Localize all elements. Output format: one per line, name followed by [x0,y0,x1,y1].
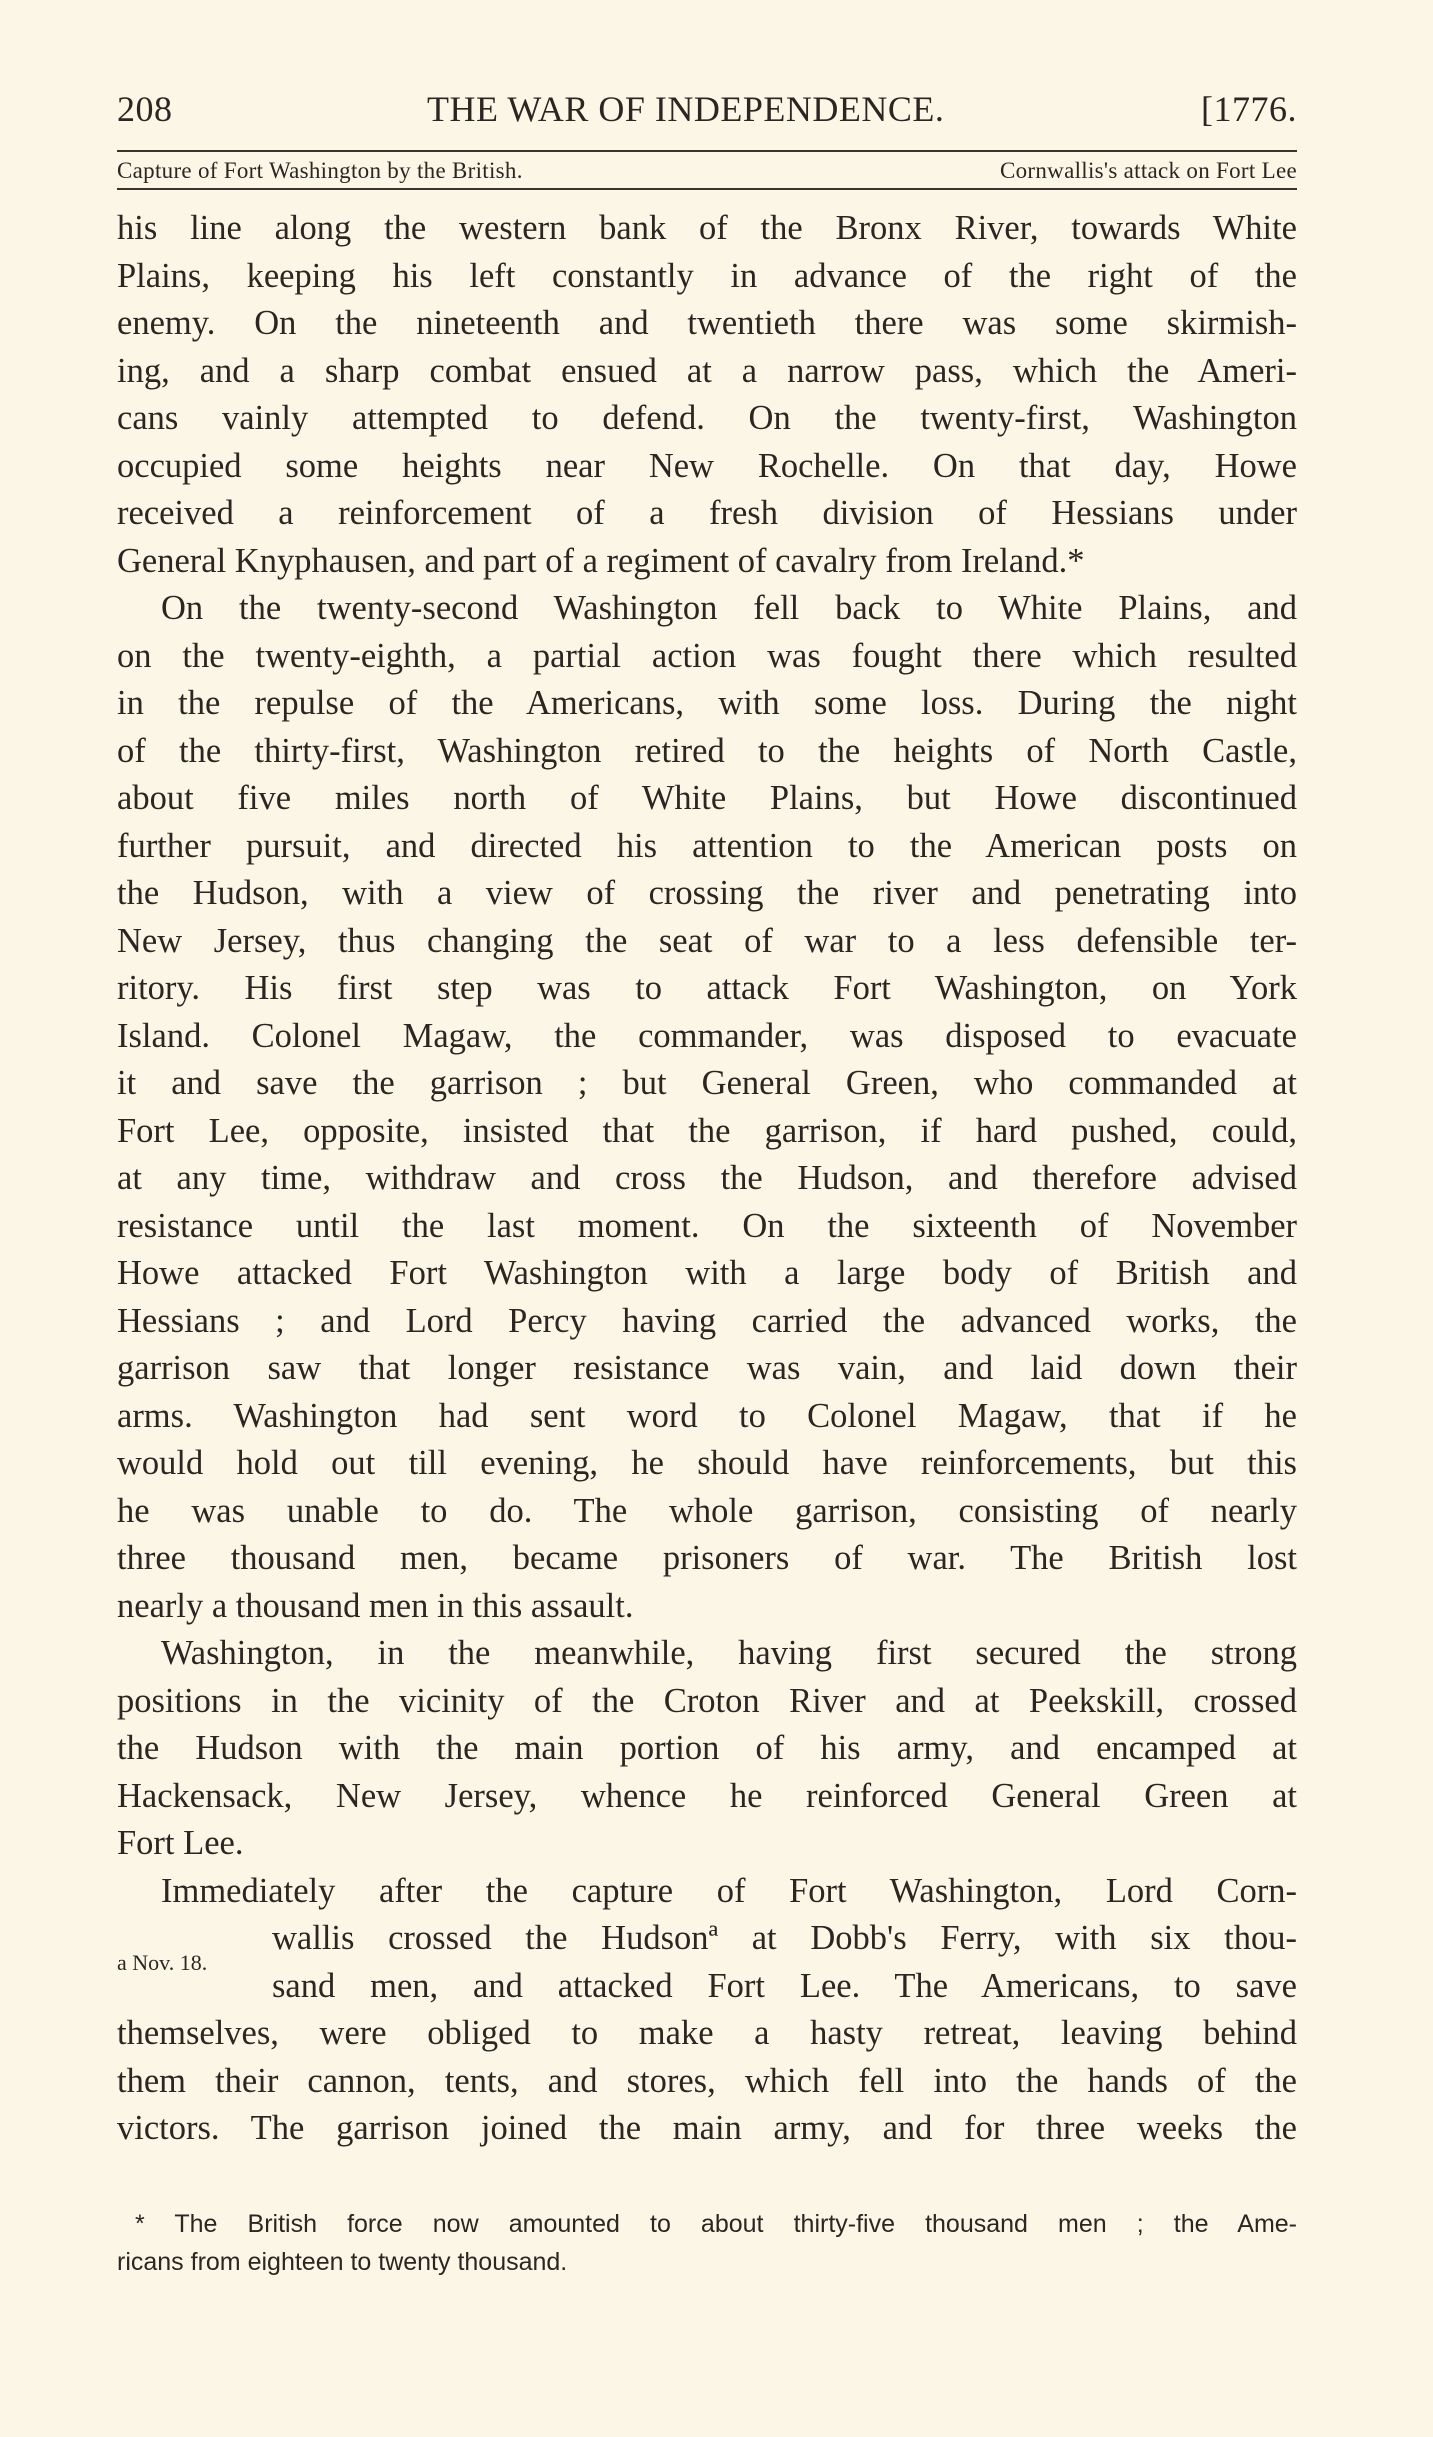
year-marker: [1776. [1201,89,1297,129]
text-line: New Jersey, thus changing the seat of war to a less defensible ter- [117,921,1297,960]
text-line: Hackensack, New Jersey, whence he reinforced General Green at [117,1776,1297,1815]
text-line: in the repulse of the Americans, with some loss. During the night [117,684,1297,722]
text-line: sand men, and attacked Fort Lee. The Americans, to save [272,1966,1297,2005]
chapter-title: THE WAR OF INDEPENDENCE. [427,89,945,129]
subheader-left: Capture of Fort Washington by the British. [117,158,523,183]
text-line: arms. Washington had sent word to Colonel Magaw, that if he [117,1396,1297,1435]
text-line: about five miles north of White Plains, but Howe discontinued [117,779,1297,817]
text-line: themselves, were obliged to make a hasty retreat, leaving behind [117,2014,1297,2052]
text-line: resistance until the last moment. On the sixteenth of November [117,1206,1297,1245]
text-line: at any time, withdraw and cross the Hudson, and therefore advised [117,1159,1297,1197]
footnote [117,2205,1297,2281]
text-line: occupied some heights near New Rochelle. On that day, Howe [117,446,1297,485]
text-line: Hessians ; and Lord Percy having carried the advanced works, the [117,1301,1297,1340]
text-line: Fort Lee. [117,1824,244,1862]
text-line: the Hudson with the main portion of his army, and encamped at [117,1729,1297,1767]
text-line: wallis crossed the Hudsonª at Dobb's Ferry, with six thou- [272,1919,1297,1957]
footnote-line: * The British force now amounted to about thirty-five thousand men ; the Ame- [135,2210,1297,2238]
text-line: on the twenty-eighth, a partial action was fought there which resulted [117,636,1297,675]
text-line: received a reinforcement of a fresh division of Hessians under [117,494,1297,532]
text-line: three thousand men, became prisoners of war. The British lost [117,1539,1297,1577]
text-line: would hold out till evening, he should have reinforcements, but this [117,1444,1297,1482]
text-line: Plains, keeping his left constantly in advance of the right of the [117,256,1297,295]
text-line: Fort Lee, opposite, insisted that the garrison, if hard pushed, could, [117,1111,1297,1150]
text-line: ing, and a sharp combat ensued at a narrow pass, which the Ameri- [117,351,1297,390]
text-line: nearly a thousand men in this assault. [117,1586,634,1625]
text-line: victors. The garrison joined the main army, and for three weeks the [117,2109,1297,2147]
body-text [117,205,1297,2153]
text-line: positions in the vicinity of the Croton River and at Peekskill, crossed [117,1681,1297,1720]
text-line: Washington, in the meanwhile, having first secured the strong [161,1634,1297,1672]
text-line: enemy. On the nineteenth and twentieth there was some skirmish- [117,304,1297,342]
text-line: Island. Colonel Magaw, the commander, was disposed to evacuate [117,1016,1297,1055]
text-line: On the twenty-second Washington fell back to White Plains, and [161,589,1297,627]
section-subheader [117,158,1297,188]
marginal-date-note: a Nov. 18. [117,1950,208,1975]
text-line: General Knyphausen, and part of a regiment of cavalry from Ireland.* [117,541,1085,580]
text-line: Howe attacked Fort Washington with a large body of British and [117,1254,1297,1292]
text-line: of the thirty-first, Washington retired to the heights of North Castle, [117,731,1297,770]
running-head [117,88,1297,138]
header-rule [117,150,1297,152]
text-line: cans vainly attempted to defend. On the twenty-first, Washington [117,399,1297,437]
text-line: them their cannon, tents, and stores, which fell into the hands of the [117,2061,1297,2100]
text-line: ritory. His first step was to attack Fort Washington, on York [117,969,1297,1007]
text-line: Immediately after the capture of Fort Washington, Lord Corn- [161,1871,1297,1910]
text-line: further pursuit, and directed his attention to the American posts on [117,826,1297,865]
footnote-line: ricans from eighteen to twenty thousand. [117,2248,568,2276]
subheader-rule [117,188,1297,190]
text-line: it and save the garrison ; but General Green, who commanded at [117,1064,1297,1102]
text-line: garrison saw that longer resistance was vain, and laid down their [117,1349,1297,1387]
text-line: his line along the western bank of the Bronx River, towards White [117,209,1297,247]
subheader-right: Cornwallis's attack on Fort Lee [999,158,1297,183]
text-line: the Hudson, with a view of crossing the river and penetrating into [117,874,1297,912]
text-line: he was unable to do. The whole garrison, consisting of nearly [117,1491,1297,1530]
page-number: 208 [117,89,173,129]
